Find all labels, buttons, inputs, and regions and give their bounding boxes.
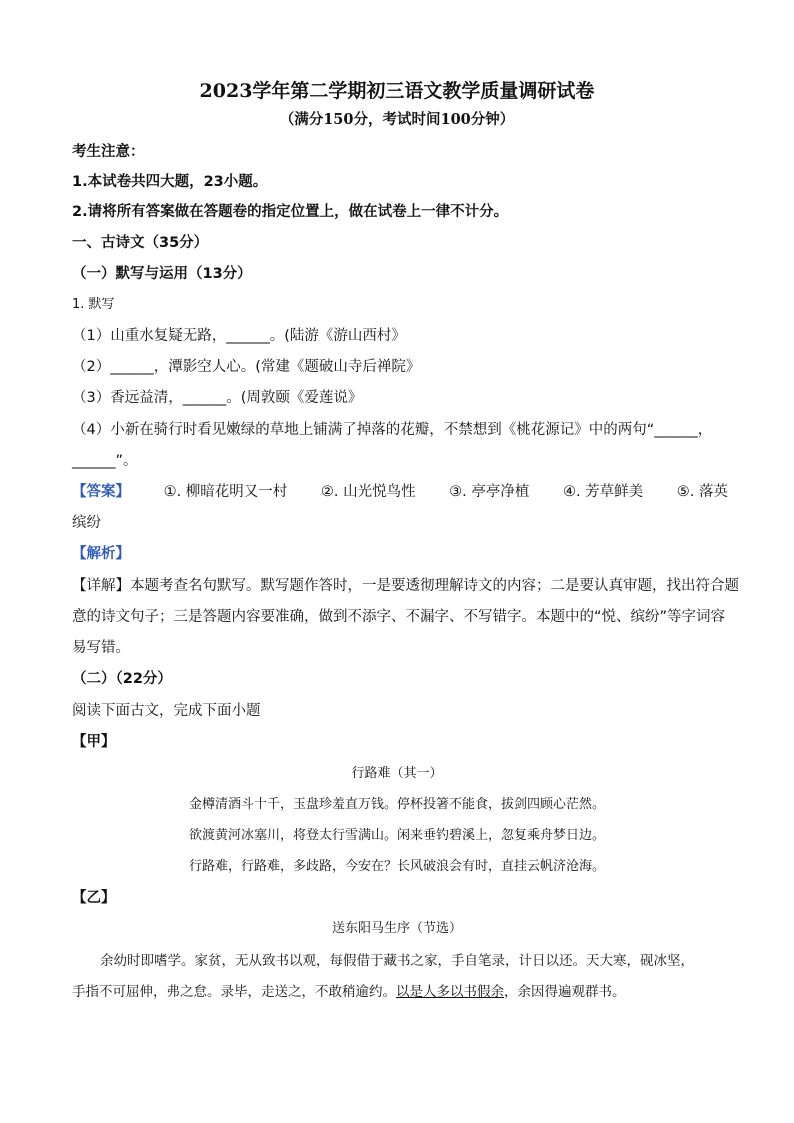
prose-line-1: 余幼时即嗜学。家贫，无从致书以观，每假借于藏书之家，手自笔录，计日以还。天大寒，砚冰坚，	[100, 953, 694, 969]
detail-line-2: 意的诗文句子；三是答题内容要准确，做到不添字、不漏字、不写错字。本题中的“悦、缤纷”等字词容	[72, 609, 726, 625]
prose-line-2	[72, 982, 626, 1002]
exam-subtitle: （满分150分，考试时间100分钟）	[279, 111, 515, 128]
answer-item: ④. 芳草鲜美	[562, 484, 644, 500]
part1-heading: （一）默写与运用（13分）	[72, 266, 252, 282]
answer-tag: 【答案】	[72, 484, 130, 500]
notice-heading: 考生注意：	[72, 144, 145, 160]
poem-line-2: 欲渡黄河冰塞川，将登太行雪满山。闲来垂钓碧溪上，忽复乘舟梦日边。	[188, 828, 605, 843]
poem-line-1: 金樽清酒斗十千，玉盘珍羞直万钱。停杯投箸不能食，拔剑四顾心茫然。	[188, 797, 605, 812]
section-heading: 一、古诗文（35分）	[72, 235, 209, 251]
underlined-sentence: 以是人多以书假余	[396, 984, 504, 1000]
answer-item: ②. 山光悦鸟性	[320, 484, 416, 500]
notice-item-1: 1.本试卷共四大题，23小题。	[72, 174, 268, 190]
prose-title: 送东阳马生序（节选）	[331, 921, 462, 936]
part2-heading: （二）（22分）	[72, 671, 172, 687]
detail-line-1: 【详解】本题考查名句默写。默写题作答时，一是要透彻理解诗文的内容；二是要认真审题，找出符合题	[72, 578, 739, 594]
poem-title: 行路难（其一）	[351, 766, 443, 781]
jia-tag: 【甲】	[72, 734, 116, 750]
answer-item: ①. 柳暗花明又一村	[163, 484, 288, 500]
exam-title: 2023学年第二学期初三语文教学质量调研试卷	[199, 80, 595, 102]
question-1-3: （3）香远益清，______。(周敦颐《爱莲说》	[72, 390, 363, 406]
notice-item-2: 2.请将所有答案做在答题卷的指定位置上，做在试卷上一律不计分。	[72, 204, 509, 220]
poem-line-3: 行路难，行路难，多歧路，今安在？长风破浪会有时，直挂云帆济沧海。	[188, 859, 605, 874]
question-1-4-line2: ______”。	[72, 453, 138, 469]
question-1-label: 1. 默写	[72, 297, 115, 312]
analysis-tag: 【解析】	[72, 546, 130, 562]
question-1-4-line1: （4）小新在骑行时看见嫩绿的草地上铺满了掉落的花瓣，不禁想到《桃花源记》中的两句“______，	[72, 422, 713, 438]
yi-tag: 【乙】	[72, 890, 116, 906]
question-1-2: （2）______，潭影空人心。(常建《题破山寺后禅院》	[72, 359, 421, 375]
answer-row	[72, 482, 728, 502]
prose-text: ，余因得遍观群书。	[504, 984, 626, 1000]
part2-instruction: 阅读下面古文，完成下面小题	[72, 703, 261, 719]
answer-item: ③. 亭亭净植	[449, 484, 530, 500]
prose-text: 手指不可屈伸，弗之怠。录毕，走送之，不敢稍逾约。	[72, 984, 396, 1000]
question-1-1: （1）山重水复疑无路，______。(陆游《游山西村》	[72, 328, 406, 344]
answer-item: ⑤. 落英	[676, 484, 728, 500]
detail-line-3: 易写错。	[72, 640, 130, 656]
answer-wrap: 缤纷	[72, 515, 101, 531]
